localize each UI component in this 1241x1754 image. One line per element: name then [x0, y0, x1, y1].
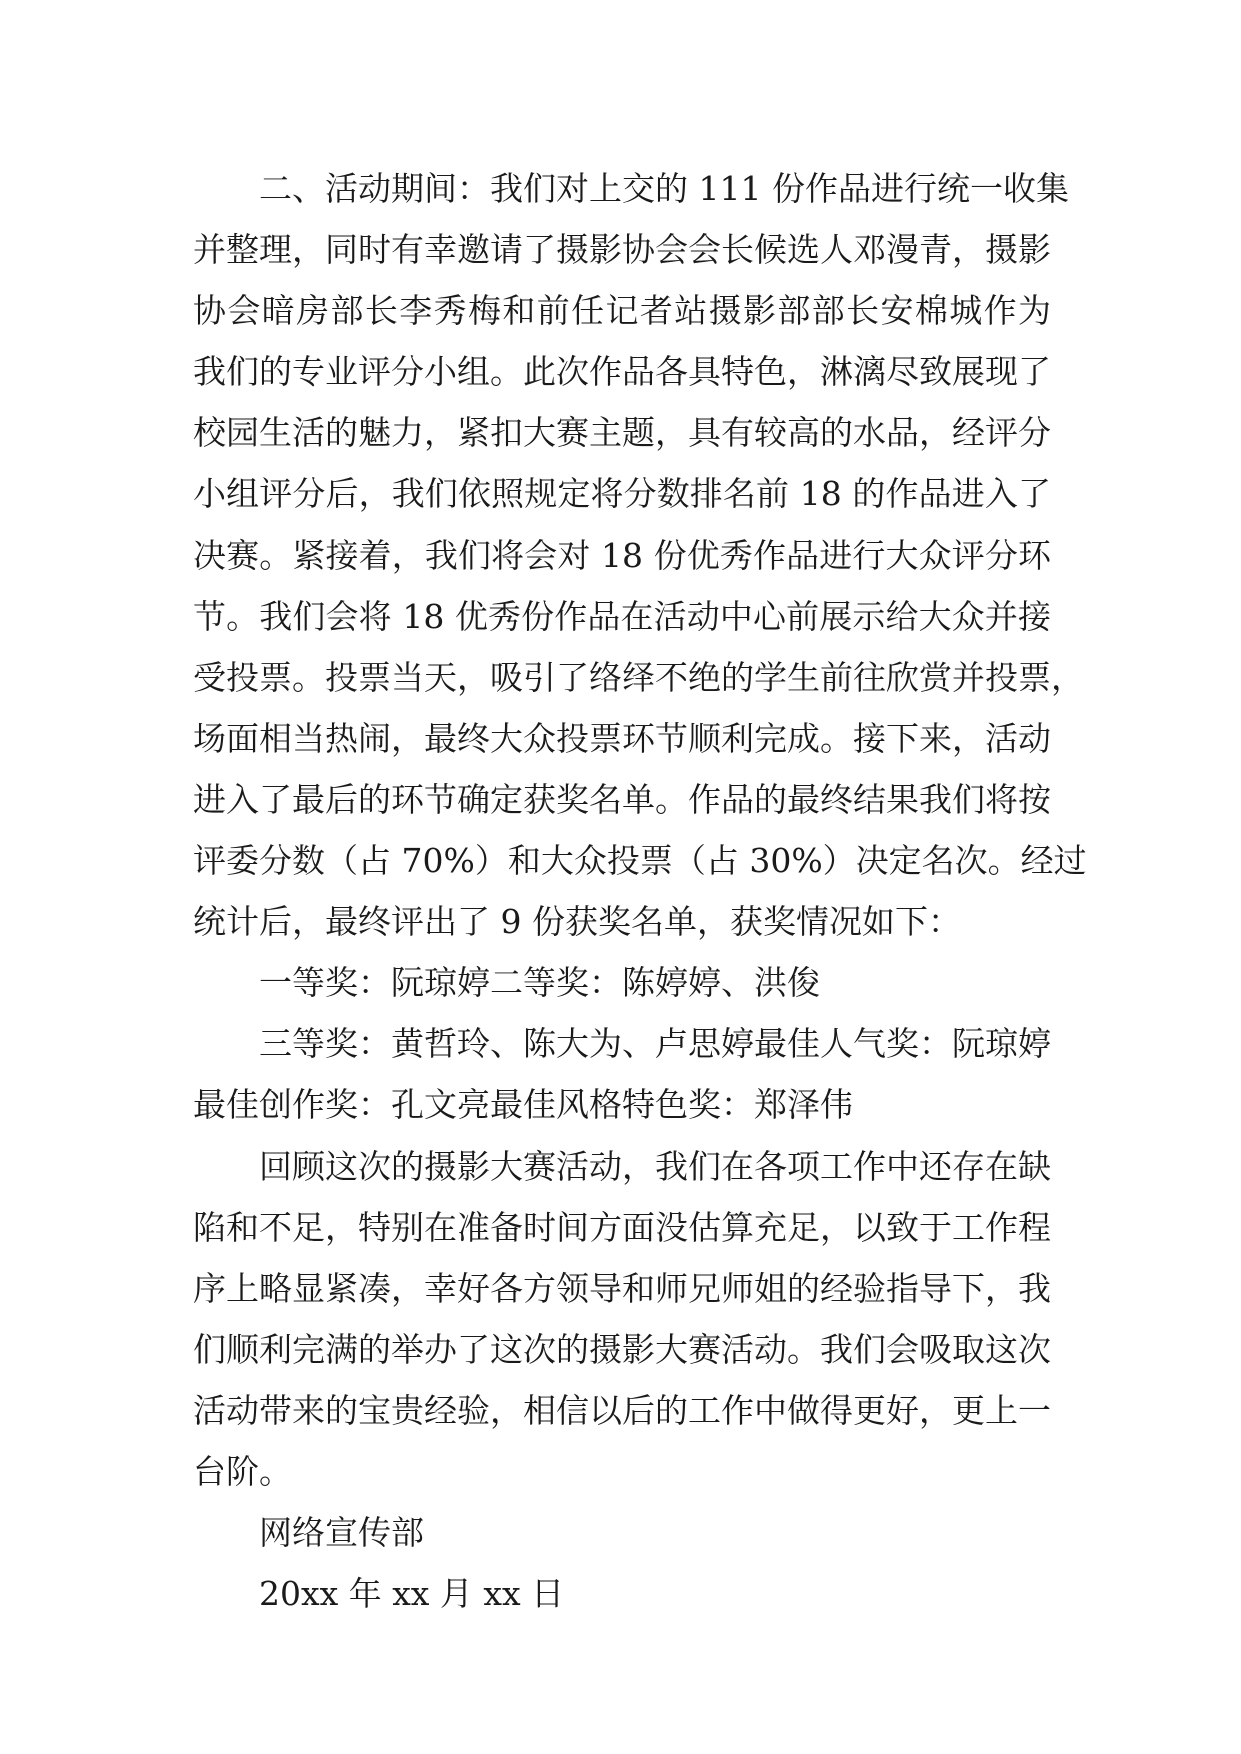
text-line: 场面相当热闹，最终大众投票环节顺利完成。接下来，活动	[193, 718, 1051, 758]
awards-line: 三等奖：黄哲玲、陈大为、卢思婷最佳人气奖：阮琼婷	[259, 1024, 1051, 1064]
paragraph-activity-period	[193, 158, 1087, 952]
document-page	[193, 158, 1087, 1624]
text-line: 陷和不足，特别在准备时间方面没估算充足，以致于工作程	[193, 1207, 1051, 1247]
text-line: 决赛。紧接着，我们将会对 18 份优秀作品进行大众评分环	[193, 535, 1051, 575]
text-line: 回顾这次的摄影大赛活动，我们在各项工作中还存在缺	[259, 1146, 1051, 1186]
text-line: 我们的专业评分小组。此次作品各具特色，淋漓尽致展现了	[193, 352, 1051, 392]
paragraph-review	[193, 1136, 1051, 1503]
text-line: 受投票。投票当天，吸引了络绎不绝的学生前往欣赏并投票，	[193, 657, 1084, 697]
text-line: 协会暗房部长李秀梅和前任记者站摄影部部长安棉城作为	[193, 291, 1051, 331]
text-line: 二、活动期间：我们对上交的 111 份作品进行统一收集	[259, 169, 1069, 208]
text-line: 小组评分后，我们依照规定将分数排名前 18 的作品进入了	[193, 474, 1051, 514]
text-line: 统计后，最终评出了 9 份获奖名单，获奖情况如下：	[193, 902, 961, 942]
text-line: 序上略显紧凑，幸好各方领导和师兄师姐的经验指导下，我	[193, 1268, 1051, 1308]
awards-line: 一等奖：阮琼婷二等奖：陈婷婷、洪俊	[259, 963, 820, 1003]
text-line: 校园生活的魅力，紧扣大赛主题，具有较高的水品，经评分	[193, 413, 1051, 453]
text-line: 台阶。	[193, 1451, 292, 1491]
awards-line: 最佳创作奖：孔文亮最佳风格特色奖：郑泽伟	[193, 1085, 853, 1125]
text-line: 进入了最后的环节确定获奖名单。作品的最终结果我们将按	[193, 779, 1051, 819]
awards-list	[193, 952, 1051, 1135]
text-line: 节。我们会将 18 优秀份作品在活动中心前展示给大众并接	[193, 596, 1051, 636]
text-line: 评委分数（占 70%）和大众投票（占 30%）决定名次。经过	[193, 841, 1087, 881]
signature-department: 网络宣传部	[259, 1513, 424, 1553]
text-line: 们顺利完满的举办了这次的摄影大赛活动。我们会吸取这次	[193, 1329, 1051, 1369]
text-line: 活动带来的宝贵经验，相信以后的工作中做得更好，更上一	[193, 1390, 1051, 1430]
text-line: 并整理，同时有幸邀请了摄影协会会长候选人邓漫青，摄影	[193, 230, 1051, 270]
signature-date: 20xx 年 xx 月 xx 日	[259, 1574, 565, 1614]
